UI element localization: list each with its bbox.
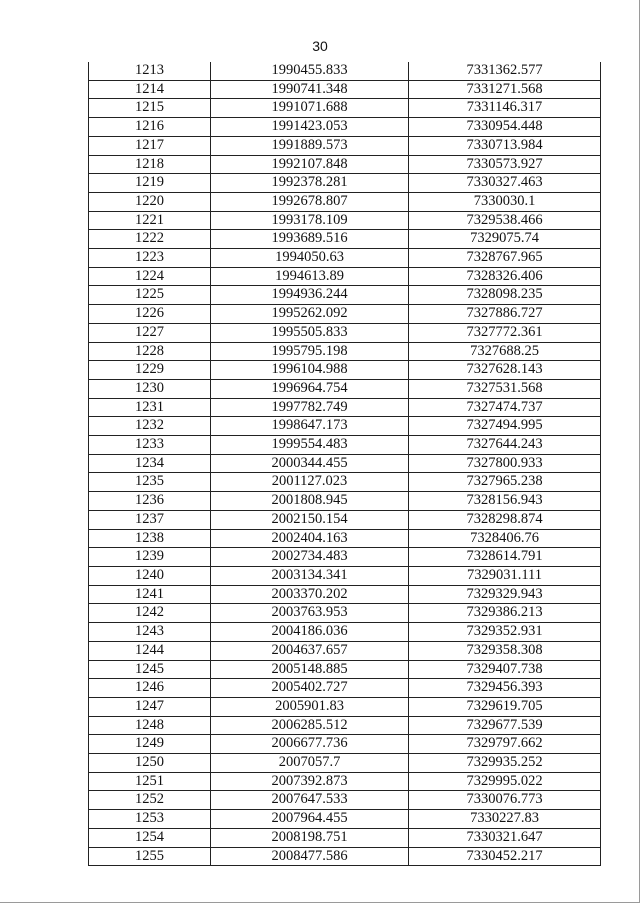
y-coordinate-cell: 7327494.995 [409, 417, 601, 436]
table-row [89, 473, 601, 492]
point-number-cell: 1225 [89, 286, 211, 305]
point-number-cell: 1239 [89, 548, 211, 567]
y-coordinate-cell: 7330452.217 [409, 847, 601, 866]
point-number-cell: 1222 [89, 230, 211, 249]
x-coordinate-cell: 2002404.163 [211, 529, 409, 548]
point-number-cell: 1240 [89, 566, 211, 585]
x-coordinate-cell: 1995262.092 [211, 305, 409, 324]
table-row [89, 679, 601, 698]
point-number-cell: 1233 [89, 436, 211, 455]
y-coordinate-cell: 7329352.931 [409, 623, 601, 642]
point-number-cell: 1243 [89, 623, 211, 642]
x-coordinate-cell: 2008477.586 [211, 847, 409, 866]
x-coordinate-cell: 2004637.657 [211, 641, 409, 660]
y-coordinate-cell: 7331146.317 [409, 99, 601, 118]
point-number-cell: 1224 [89, 267, 211, 286]
y-coordinate-cell: 7329329.943 [409, 585, 601, 604]
x-coordinate-cell: 1995505.833 [211, 323, 409, 342]
table-row [89, 697, 601, 716]
point-number-cell: 1228 [89, 342, 211, 361]
x-coordinate-cell: 2004186.036 [211, 623, 409, 642]
table-row [89, 99, 601, 118]
table-row [89, 286, 601, 305]
table-row [89, 754, 601, 773]
y-coordinate-cell: 7327531.568 [409, 379, 601, 398]
table-row [89, 716, 601, 735]
x-coordinate-cell: 1994936.244 [211, 286, 409, 305]
point-number-cell: 1220 [89, 192, 211, 211]
y-coordinate-cell: 7329075.74 [409, 230, 601, 249]
y-coordinate-cell: 7329031.111 [409, 566, 601, 585]
y-coordinate-cell: 7327628.143 [409, 361, 601, 380]
table-row [89, 566, 601, 585]
point-number-cell: 1219 [89, 174, 211, 193]
point-number-cell: 1230 [89, 379, 211, 398]
table-row [89, 492, 601, 511]
table-row [89, 828, 601, 847]
x-coordinate-cell: 2003370.202 [211, 585, 409, 604]
y-coordinate-cell: 7329619.705 [409, 697, 601, 716]
table-row [89, 529, 601, 548]
x-coordinate-cell: 1994613.89 [211, 267, 409, 286]
y-coordinate-cell: 7330713.984 [409, 136, 601, 155]
x-coordinate-cell: 2007057.7 [211, 754, 409, 773]
table-row [89, 548, 601, 567]
x-coordinate-cell: 2001127.023 [211, 473, 409, 492]
y-coordinate-cell: 7329677.539 [409, 716, 601, 735]
x-coordinate-cell: 1997782.749 [211, 398, 409, 417]
x-coordinate-cell: 2008198.751 [211, 828, 409, 847]
y-coordinate-cell: 7330573.927 [409, 155, 601, 174]
table-row [89, 211, 601, 230]
x-coordinate-cell: 2007647.533 [211, 791, 409, 810]
point-number-cell: 1232 [89, 417, 211, 436]
point-number-cell: 1251 [89, 772, 211, 791]
table-row [89, 436, 601, 455]
table-row [89, 791, 601, 810]
y-coordinate-cell: 7330076.773 [409, 791, 601, 810]
point-number-cell: 1242 [89, 604, 211, 623]
x-coordinate-cell: 1998647.173 [211, 417, 409, 436]
point-number-cell: 1236 [89, 492, 211, 511]
y-coordinate-cell: 7328098.235 [409, 286, 601, 305]
point-number-cell: 1216 [89, 118, 211, 137]
y-coordinate-cell: 7327772.361 [409, 323, 601, 342]
point-number-cell: 1235 [89, 473, 211, 492]
point-number-cell: 1214 [89, 80, 211, 99]
x-coordinate-cell: 2006285.512 [211, 716, 409, 735]
x-coordinate-cell: 1993178.109 [211, 211, 409, 230]
y-coordinate-cell: 7330954.448 [409, 118, 601, 137]
x-coordinate-cell: 2005148.885 [211, 660, 409, 679]
table-row [89, 249, 601, 268]
point-number-cell: 1237 [89, 510, 211, 529]
point-number-cell: 1223 [89, 249, 211, 268]
x-coordinate-cell: 1996964.754 [211, 379, 409, 398]
point-number-cell: 1229 [89, 361, 211, 380]
point-number-cell: 1238 [89, 529, 211, 548]
page-number: 30 [312, 38, 328, 54]
point-number-cell: 1245 [89, 660, 211, 679]
table-row [89, 136, 601, 155]
y-coordinate-cell: 7329407.738 [409, 660, 601, 679]
table-row [89, 847, 601, 866]
point-number-cell: 1246 [89, 679, 211, 698]
table-row [89, 623, 601, 642]
y-coordinate-cell: 7328406.76 [409, 529, 601, 548]
y-coordinate-cell: 7327644.243 [409, 436, 601, 455]
y-coordinate-cell: 7329386.213 [409, 604, 601, 623]
table-row [89, 772, 601, 791]
x-coordinate-cell: 1994050.63 [211, 249, 409, 268]
table-row [89, 454, 601, 473]
y-coordinate-cell: 7327965.238 [409, 473, 601, 492]
y-coordinate-cell: 7331271.568 [409, 80, 601, 99]
point-number-cell: 1213 [89, 62, 211, 80]
point-number-cell: 1234 [89, 454, 211, 473]
x-coordinate-cell: 1990455.833 [211, 62, 409, 80]
point-number-cell: 1226 [89, 305, 211, 324]
y-coordinate-cell: 7331362.577 [409, 62, 601, 80]
x-coordinate-cell: 1991889.573 [211, 136, 409, 155]
y-coordinate-cell: 7330327.463 [409, 174, 601, 193]
point-number-cell: 1247 [89, 697, 211, 716]
x-coordinate-cell: 2005901.83 [211, 697, 409, 716]
y-coordinate-cell: 7329935.252 [409, 754, 601, 773]
point-number-cell: 1249 [89, 735, 211, 754]
coordinates-table-body [89, 62, 601, 866]
y-coordinate-cell: 7328156.943 [409, 492, 601, 511]
x-coordinate-cell: 2003134.341 [211, 566, 409, 585]
table-row [89, 267, 601, 286]
y-coordinate-cell: 7329797.662 [409, 735, 601, 754]
x-coordinate-cell: 1993689.516 [211, 230, 409, 249]
point-number-cell: 1221 [89, 211, 211, 230]
table-row [89, 361, 601, 380]
y-coordinate-cell: 7327688.25 [409, 342, 601, 361]
table-row [89, 510, 601, 529]
table-row [89, 192, 601, 211]
table-row [89, 305, 601, 324]
y-coordinate-cell: 7327474.737 [409, 398, 601, 417]
table-row [89, 379, 601, 398]
y-coordinate-cell: 7329538.466 [409, 211, 601, 230]
table-row [89, 604, 601, 623]
x-coordinate-cell: 1991423.053 [211, 118, 409, 137]
table-row [89, 735, 601, 754]
y-coordinate-cell: 7330030.1 [409, 192, 601, 211]
table-row [89, 585, 601, 604]
point-number-cell: 1218 [89, 155, 211, 174]
point-number-cell: 1250 [89, 754, 211, 773]
x-coordinate-cell: 2002150.154 [211, 510, 409, 529]
table-row [89, 342, 601, 361]
x-coordinate-cell: 1999554.483 [211, 436, 409, 455]
y-coordinate-cell: 7328326.406 [409, 267, 601, 286]
y-coordinate-cell: 7329995.022 [409, 772, 601, 791]
point-number-cell: 1231 [89, 398, 211, 417]
x-coordinate-cell: 1996104.988 [211, 361, 409, 380]
x-coordinate-cell: 1991071.688 [211, 99, 409, 118]
y-coordinate-cell: 7328298.874 [409, 510, 601, 529]
table-row [89, 641, 601, 660]
x-coordinate-cell: 2003763.953 [211, 604, 409, 623]
x-coordinate-cell: 2007392.873 [211, 772, 409, 791]
table-row [89, 810, 601, 829]
table-row [89, 660, 601, 679]
point-number-cell: 1215 [89, 99, 211, 118]
x-coordinate-cell: 1992678.807 [211, 192, 409, 211]
x-coordinate-cell: 1995795.198 [211, 342, 409, 361]
y-coordinate-cell: 7330321.647 [409, 828, 601, 847]
x-coordinate-cell: 2007964.455 [211, 810, 409, 829]
table-row [89, 398, 601, 417]
y-coordinate-cell: 7327886.727 [409, 305, 601, 324]
point-number-cell: 1252 [89, 791, 211, 810]
coordinates-table [88, 62, 601, 866]
point-number-cell: 1254 [89, 828, 211, 847]
table-row [89, 230, 601, 249]
point-number-cell: 1217 [89, 136, 211, 155]
x-coordinate-cell: 2001808.945 [211, 492, 409, 511]
y-coordinate-cell: 7327800.933 [409, 454, 601, 473]
x-coordinate-cell: 1990741.348 [211, 80, 409, 99]
point-number-cell: 1241 [89, 585, 211, 604]
x-coordinate-cell: 2002734.483 [211, 548, 409, 567]
table-row [89, 323, 601, 342]
table-row [89, 118, 601, 137]
x-coordinate-cell: 2006677.736 [211, 735, 409, 754]
table-row [89, 174, 601, 193]
table-row [89, 417, 601, 436]
x-coordinate-cell: 1992378.281 [211, 174, 409, 193]
table-row [89, 155, 601, 174]
y-coordinate-cell: 7328614.791 [409, 548, 601, 567]
point-number-cell: 1227 [89, 323, 211, 342]
point-number-cell: 1255 [89, 847, 211, 866]
x-coordinate-cell: 2005402.727 [211, 679, 409, 698]
x-coordinate-cell: 2000344.455 [211, 454, 409, 473]
point-number-cell: 1253 [89, 810, 211, 829]
point-number-cell: 1244 [89, 641, 211, 660]
table-row [89, 80, 601, 99]
y-coordinate-cell: 7328767.965 [409, 249, 601, 268]
y-coordinate-cell: 7329358.308 [409, 641, 601, 660]
point-number-cell: 1248 [89, 716, 211, 735]
y-coordinate-cell: 7330227.83 [409, 810, 601, 829]
y-coordinate-cell: 7329456.393 [409, 679, 601, 698]
x-coordinate-cell: 1992107.848 [211, 155, 409, 174]
table-row [89, 62, 601, 80]
